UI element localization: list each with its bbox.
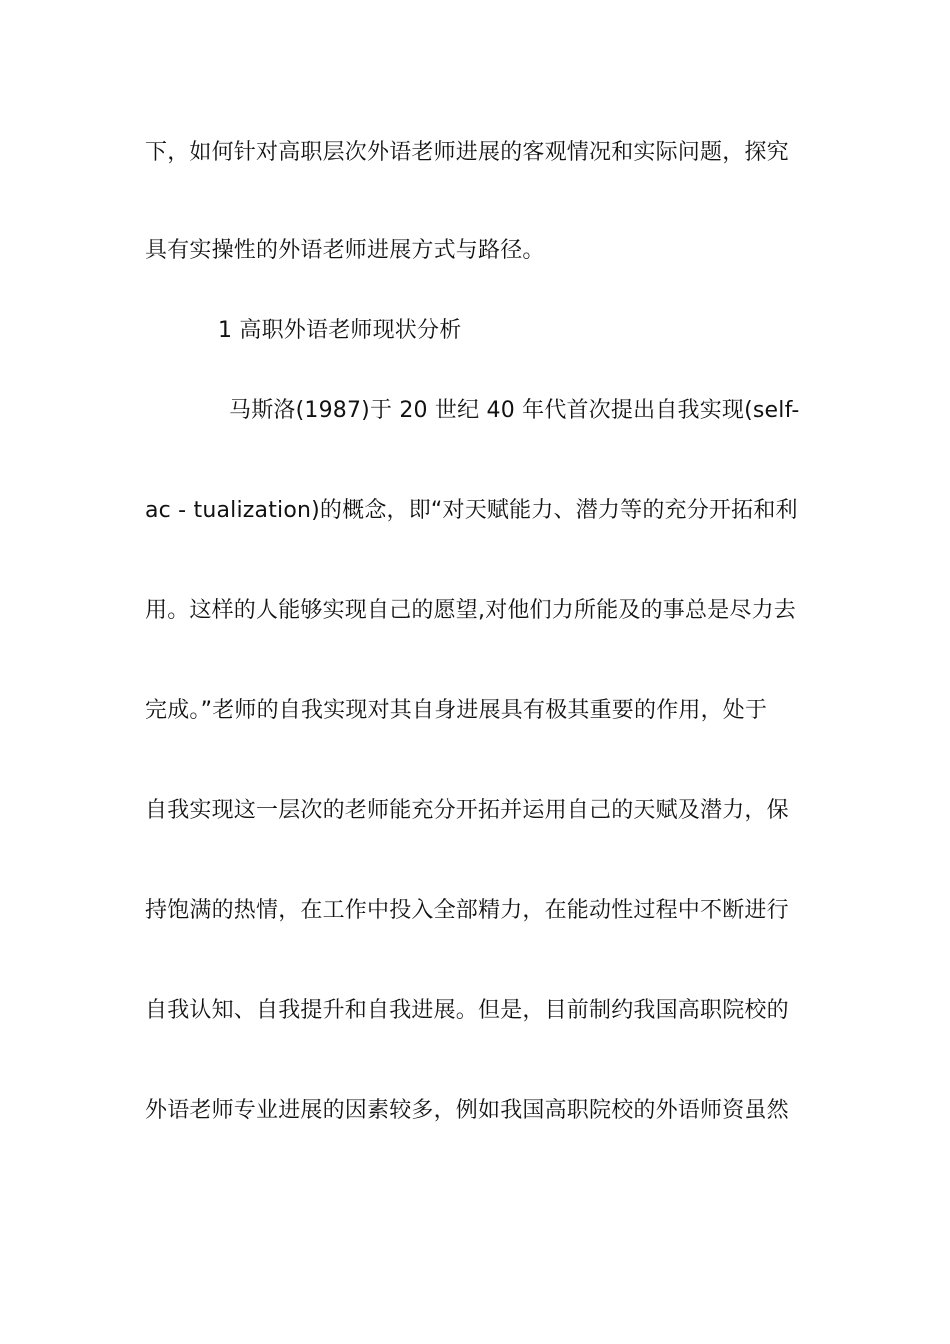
text-line: 下，如何针对高职层次外语老师进展的客观情况和实际问题，探究 <box>145 140 789 165</box>
text-line: ac - tualization)的概念，即“对天赋能力、潜力等的充分开拓和利 <box>145 498 798 523</box>
section-heading: 1 高职外语老师现状分析 <box>218 318 462 343</box>
text-line: 自我实现这一层次的老师能充分开拓并运用自己的天赋及潜力，保 <box>145 798 789 823</box>
text-line: 马斯洛(1987)于 20 世纪 40 年代首次提出自我实现(self- <box>229 398 800 423</box>
text-line: 完成。”老师的自我实现对其自身进展具有极其重要的作用，处于 <box>145 698 768 723</box>
text-line: 具有实操性的外语老师进展方式与路径。 <box>145 238 545 263</box>
text-line: 持饱满的热情，在工作中投入全部精力，在能动性过程中不断进行 <box>145 898 789 923</box>
text-line: 外语老师专业进展的因素较多，例如我国高职院校的外语师资虽然 <box>145 1098 789 1123</box>
text-line: 用。这样的人能够实现自己的愿望,对他们力所能及的事总是尽力去 <box>145 598 796 623</box>
text-line: 自我认知、自我提升和自我进展。但是，目前制约我国高职院校的 <box>145 998 789 1023</box>
